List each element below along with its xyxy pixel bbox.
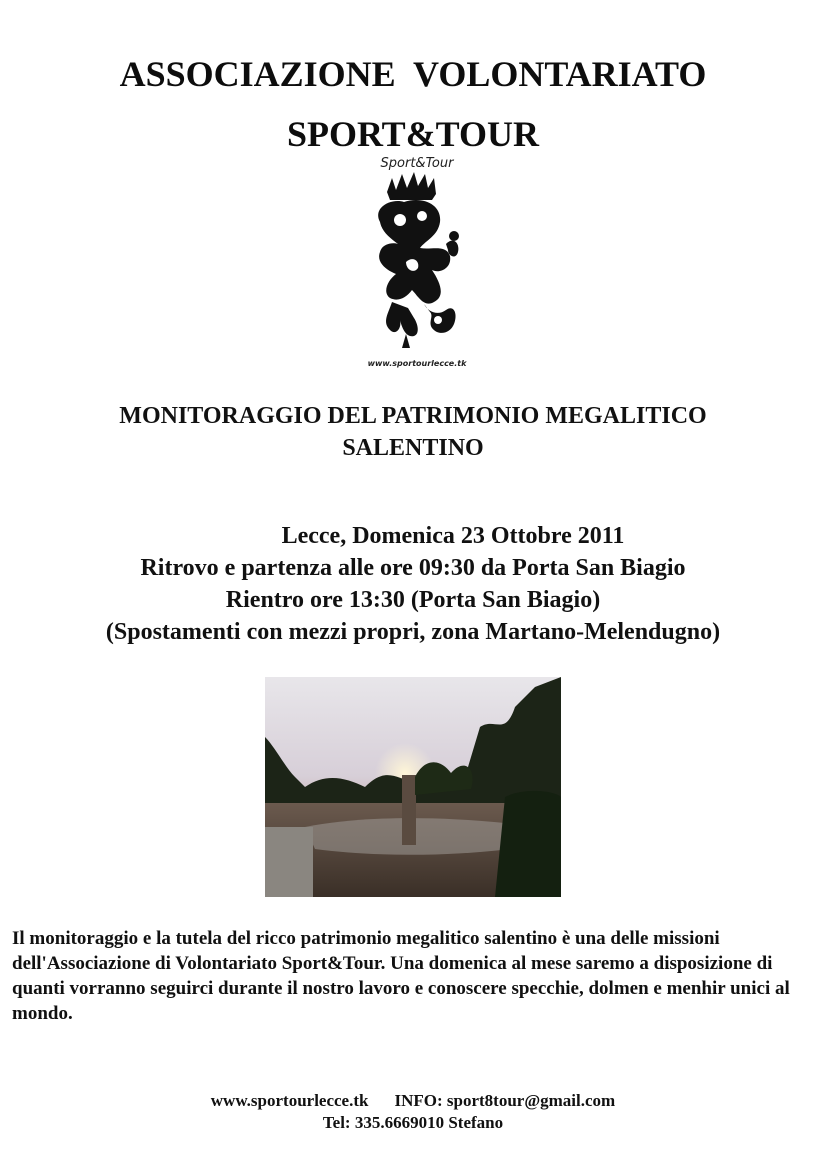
event-subtitle: [0, 400, 826, 464]
footer: [0, 1090, 826, 1134]
subtitle-line-2: SALENTINO: [342, 435, 484, 461]
title-line-2: SPORT&TOUR: [286, 114, 540, 154]
logo-caption: Sport&Tour: [380, 156, 454, 171]
event-city: Lecce: [281, 523, 341, 549]
subtitle-line-1: MONITORAGGIO DEL PATRIMONIO MEGALITICO: [119, 403, 707, 429]
footer-phone: Tel: 335.6669010 Stefano: [322, 1113, 504, 1132]
footer-website-link[interactable]: www.sportourlecce.tk: [210, 1091, 369, 1110]
event-date-line: [0, 520, 826, 552]
footer-line-1: [0, 1090, 826, 1112]
event-transport: (Spostamenti con mezzi propri, zona Martano-Melendugno): [105, 619, 721, 645]
logo-url: www.sportourlecce.tk: [367, 359, 467, 368]
event-meeting: Ritrovo e partenza alle ore 09:30 da Porta San Biagio: [140, 555, 686, 581]
event-date: , Domenica 23 Ottobre 2011: [340, 523, 625, 549]
figure-drawing-icon: [362, 152, 472, 370]
event-return: Rientro ore 13:30 (Porta San Biagio): [225, 587, 601, 613]
title-line-1: ASSOCIAZIONE VOLONTARIATO: [119, 54, 707, 94]
menhir-photo: [265, 677, 561, 897]
sport-tour-logo: [362, 152, 472, 370]
page-title: [0, 44, 826, 164]
event-details: [0, 520, 826, 648]
description-text: Il monitoraggio e la tutela del ricco patrimonio megalitico salentino è una delle missioni dell'Associazione di Volontariato Sport&Tour. Una domenica al mese saremo a disposizione di quanti vorranno seguirci durante il nostro lavoro e conoscere specchie, dolmen e menhir unici al mondo.: [12, 928, 790, 1024]
footer-info-email[interactable]: INFO: sport8tour@gmail.com: [394, 1091, 616, 1110]
